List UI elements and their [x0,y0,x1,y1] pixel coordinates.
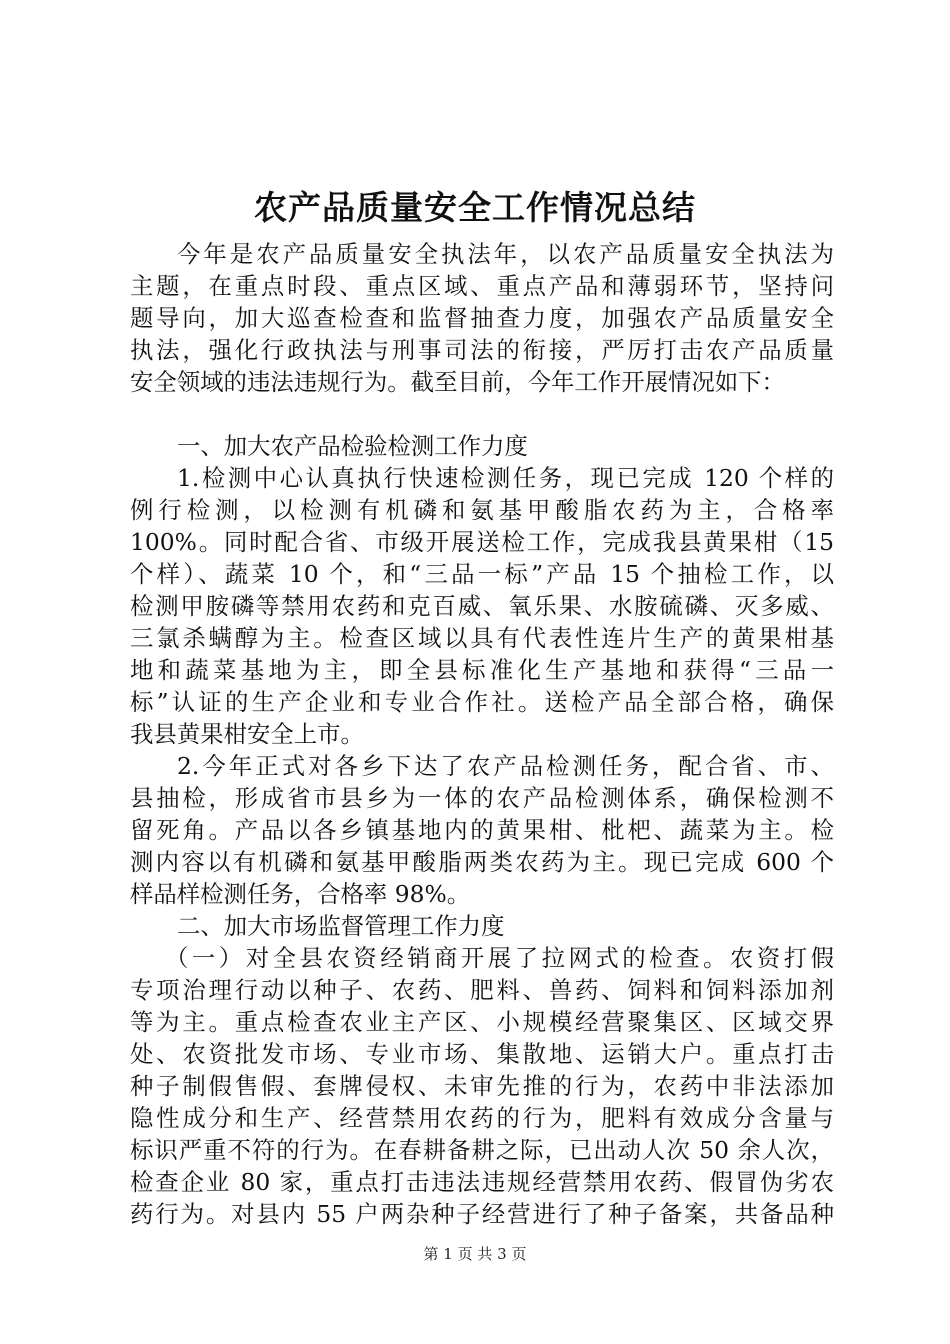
intro-line: 主题，在重点时段、重点区域、重点产品和薄弱环节，坚持问 [130,272,834,300]
intro-line: 今年是农产品质量安全执法年，以农产品质量安全执法为 [177,240,834,268]
item2-line: 县抽检，形成省市县乡为一体的农产品检测体系，确保检测不 [130,784,834,812]
intro-line: 安全领域的违法违规行为。截至目前，今年工作开展情况如下： [130,368,785,396]
item3-line: 等为主。重点检查农业主产区、小规模经营聚集区、区域交界 [130,1008,834,1036]
document-title: 农产品质量安全工作情况总结 [254,188,696,227]
paragraph-gap [130,398,834,430]
item1-line: 检测甲胺磷等禁用农药和克百威、氧乐果、水胺硫磷、灭多威、 [130,592,834,620]
item3-line: 处、农资批发市场、专业市场、集散地、运销大户。重点打击 [130,1040,834,1068]
item1-line: 我县黄果柑安全上市。 [130,720,364,748]
item2-line: 2.今年正式对各乡下达了农产品检测任务，配合省、市、 [177,752,834,780]
item1-line: 个样）、蔬菜 10 个，和“三品一标”产品 15 个抽检工作，以 [130,560,834,588]
item3-line: 隐性成分和生产、经营禁用农药的行为，肥料有效成分含量与 [130,1104,834,1132]
intro-line: 执法，强化行政执法与刑事司法的衔接，严厉打击农产品质量 [130,336,834,364]
item3-line: 种子制假售假、套牌侵权、未审先推的行为，农药中非法添加 [130,1072,834,1100]
item3-line: 标识严重不符的行为。在春耕备耕之际，已出动人次 50 余人次， [130,1136,834,1164]
item2-line: 留死角。产品以各乡镇基地内的黄果柑、枇杷、蔬菜为主。检 [130,816,834,844]
item3-line: 专项治理行动以种子、农药、肥料、兽药、饲料和饲料添加剂 [130,976,834,1004]
item2-line: 测内容以有机磷和氨基甲酸脂两类农药为主。现已完成 600 个 [130,848,834,876]
item1-line: 标”认证的生产企业和专业合作社。送检产品全部合格，确保 [130,688,834,716]
item1-line: 100%。同时配合省、市级开展送检工作，完成我县黄果柑（15 [130,528,834,556]
item3-line: 检查企业 80 家，重点打击违法违规经营禁用农药、假冒伪劣农 [130,1168,834,1196]
intro-line: 题导向，加大巡查检查和监督抽查力度，加强农产品质量安全 [130,304,834,332]
item1-line: 例行检测，以检测有机磷和氨基甲酸脂农药为主，合格率 [130,496,834,524]
item2-line: 样品样检测任务，合格率 98%。 [130,880,471,908]
document-body [130,238,834,1230]
item3-line: 药行为。对县内 55 户两杂种子经营进行了种子备案，共备品种 [130,1200,834,1228]
item1-line: 地和蔬菜基地为主，即全县标准化生产基地和获得“三品一 [130,656,834,684]
section-heading: 一、加大农产品检验检测工作力度 [177,432,528,460]
section-heading: 二、加大市场监督管理工作力度 [177,912,505,940]
item3-line: （一）对全县农资经销商开展了拉网式的检查。农资打假 [165,944,834,972]
page-footer: 第 1 页 共 3 页 [423,1245,527,1263]
item1-line: 1.检测中心认真执行快速检测任务，现已完成 120 个样的 [177,464,834,492]
item1-line: 三氯杀螨醇为主。检查区域以具有代表性连片生产的黄果柑基 [130,624,834,652]
